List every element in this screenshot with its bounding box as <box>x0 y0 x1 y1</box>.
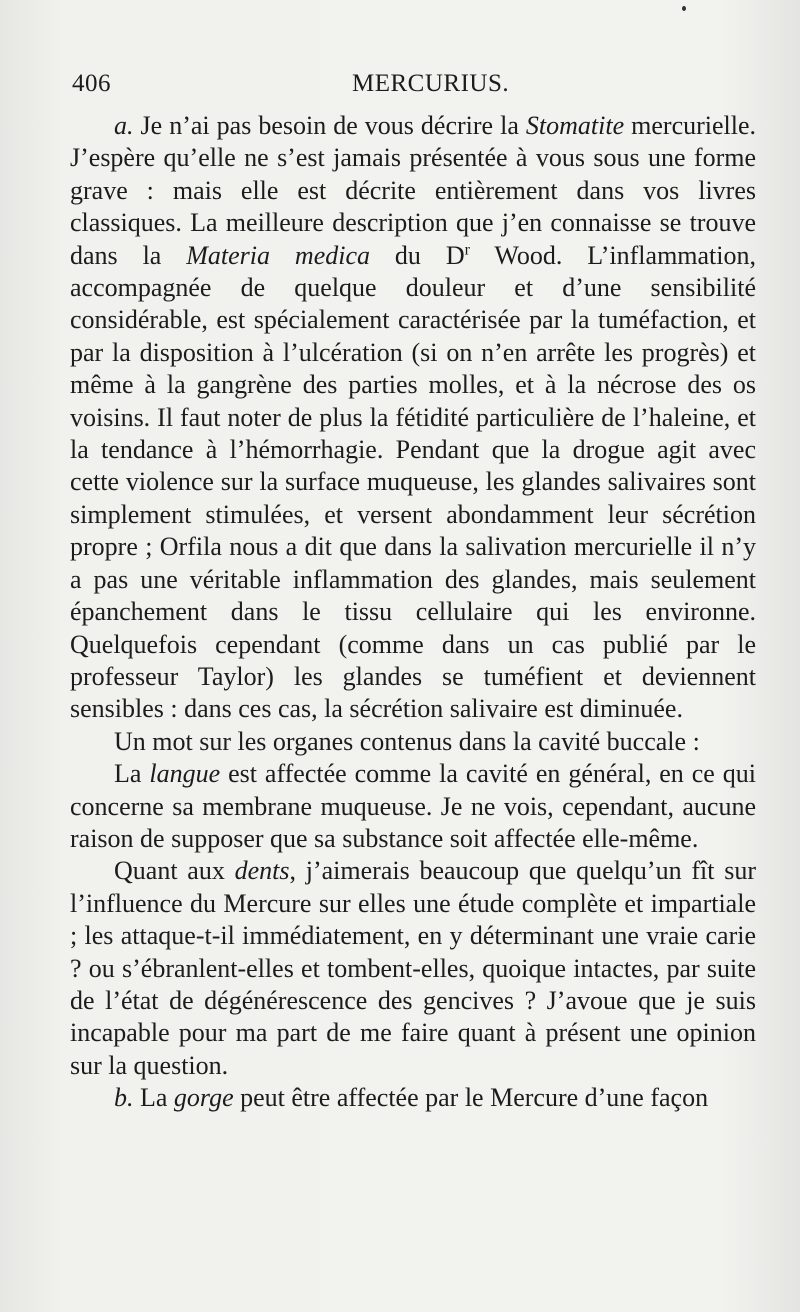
paragraph-dents <box>70 855 756 1082</box>
text-run: est affectée comme la cavité en général, en ce qui concerne sa membrane muqueuse. Je ne vois, cependant, aucune raison de supposer que sa substance soit affectée elle-même. <box>70 759 756 853</box>
italic-text: Materia medica <box>186 240 371 270</box>
body-text <box>70 110 756 1115</box>
italic-text: dents <box>234 856 290 886</box>
paragraph-stomatite <box>70 110 756 726</box>
text-run: Un mot sur les organes contenus dans la cavité buccale : <box>114 726 700 756</box>
text-run: peut être affectée par le Mercure d’une façon <box>233 1083 709 1113</box>
ink-speck <box>682 6 686 11</box>
text-run: du D <box>370 240 465 270</box>
text-run: mercurielle. J’espère qu’elle ne s’est jamais présentée à vous sous une forme grave : mais elle est décrite entièrement dans vos livres classiques. La meilleure description que j’en connaisse se trouve dans la <box>70 111 757 270</box>
text-run: , j’aimerais beaucoup que quelqu’un fît sur l’influence du Mercure sur elles une étude complète et impartiale ; les attaque-t-il immédiatement, en y déterminant une vraie carie ? ou s’ébranlent-elles et tombent-elles, quoique intactes, par suite de l’état de dégénérescence des gencives ? J’avoue que je suis incapable pour ma part de me faire quant à présent une opinion sur la question. <box>70 856 756 1080</box>
page-header <box>72 66 762 100</box>
paragraph-gorge <box>70 1082 756 1114</box>
running-head: MERCURIUS. <box>352 70 510 97</box>
paragraph-langue <box>70 758 756 855</box>
italic-text: Stomatite <box>525 111 625 140</box>
text-run: Wood. L’inflammation, accompagnée de quelque douleur et d’une sensibilité considérable, est spécialement caractérisée par la tuméfaction, et par la disposition à l’ulcération (si on n’en arrête les progrès) et même à la gangrène des parties molles, et à la nécrose des os voisins. Il faut noter de plus la fétidité particulière de l’haleine, et la tendance à l’hémorrhagie. Pendant que la drogue agit avec cette violence sur la surface muqueuse, les glandes salivaires sont simplement stimulées, et versent abondamment leur sécrétion propre ; Orfila nous a dit que dans la salivation mercurielle il n’y a pas une véritable inflammation des glandes, mais seulement épanchement dans le tissu cellulaire qui les environne. Quelquefois cependant (comme dans un cas publié par le professeur Taylor) les glandes se tuméfient et deviennent sensibles : dans ces cas, la sécrétion salivaire est diminuée. <box>70 240 757 724</box>
text-run: La <box>140 1083 174 1113</box>
italic-text: gorge <box>173 1083 234 1113</box>
text-run: La <box>114 759 150 789</box>
page-number: 406 <box>72 70 111 97</box>
italic-text: b. <box>114 1083 140 1113</box>
italic-text: a. <box>114 111 141 140</box>
superscript-text: r <box>464 240 470 258</box>
text-run: Quant aux <box>114 856 235 886</box>
italic-text: langue <box>149 759 221 789</box>
text-run: Je n’ai pas besoin de vous décrire la <box>140 111 526 140</box>
paragraph-organes <box>70 726 756 758</box>
